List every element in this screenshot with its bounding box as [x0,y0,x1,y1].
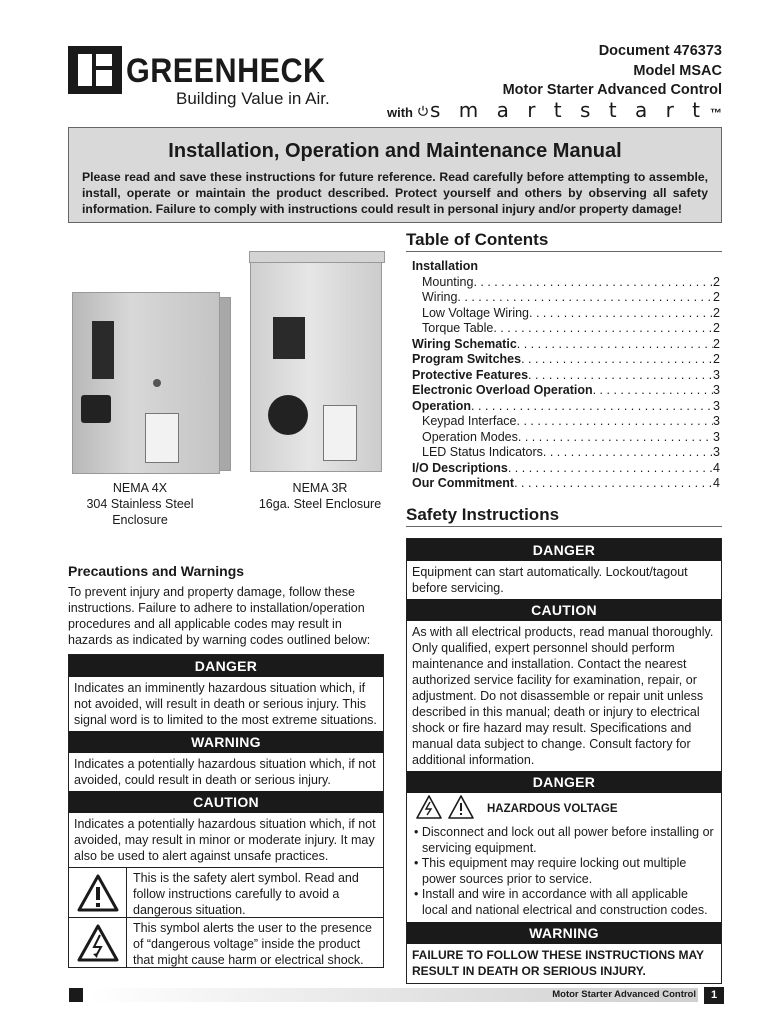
warning-header: WARNING [69,731,383,753]
toc-entry[interactable] [412,337,720,353]
list-item: • Disconnect and lock out all power before installing or servicing equipment. [414,825,714,855]
toc-label: Our Commitment [412,476,515,490]
toc-page: 2 [713,274,720,289]
caption-line: 16ga. Steel Enclosure [258,497,382,511]
toc-page: 4 [713,476,720,490]
toc-entry[interactable] [412,383,720,399]
manual-banner [68,127,722,223]
smart-start-logo: s m a r t s t a r t [429,97,706,122]
caution-text: As with all electrical products, read manual thoroughly. Only qualified, expert personnel should perform maintenance and installation. Contact the nearest authorized service facility for examination, repair, or adjustment. Do not disassemble or repair unit unless described in this manual; death or injury to electrical shock or fire hazard may result. Specifications and manual data subject to change. Consult factory for additional information. [412,625,714,767]
toc-entry[interactable] [412,414,720,430]
caution-header: CAUTION [69,791,383,813]
document-number: Document 476373 [598,43,722,59]
toc-label: LED Status Indicators [422,445,543,459]
warning-triangle-icon [69,868,127,917]
model-number: Model MSAC [633,62,722,79]
brand-name: GREENHECK [126,52,326,90]
toc-page: 3 [713,429,720,444]
toc-label: Electronic Overload Operation [412,383,593,397]
caption-line: NEMA 3R [292,481,348,495]
safety-instructions-box [406,538,722,984]
bullet-text: Install and wire in accordance with all applicable local and national electrical and construction codes. [421,887,708,917]
greenheck-logo-icon [68,46,122,94]
toc-installation-heading: Installation [412,259,478,273]
toc-entry[interactable] [412,476,720,492]
toc-heading: Table of Contents [406,230,549,249]
nema-4x-caption [80,480,200,528]
brand-tagline: Building Value in Air. [176,89,330,108]
page-number: 1 [704,987,724,1004]
caution-header: CAUTION [407,599,721,621]
hazardous-voltage-row [407,793,721,825]
danger-header: DANGER [407,771,721,793]
greenheck-logo-icon [69,988,83,1002]
danger-text: Indicates an imminently hazardous situation which, if not avoided, will result in death or serious injury. This signal word is to limited to the most extreme situations. [74,681,377,727]
high-voltage-icon [415,794,443,825]
toc-entry[interactable] [412,445,720,461]
hazardous-voltage-title: HAZARDOUS VOLTAGE [487,803,618,815]
toc-page: 2 [713,290,720,304]
dangerous-voltage-row [69,917,383,967]
toc-page: 2 [713,352,720,366]
hazard-definitions-box [68,654,384,968]
lockout-text: Equipment can start automatically. Lockout/tagout before servicing. [412,565,688,595]
product-name: Motor Starter Advanced Control [502,82,722,98]
danger-header: DANGER [69,655,383,677]
toc-label: Keypad Interface [422,414,517,428]
warning-text: Indicates a potentially hazardous situation which, if not avoided, could result in death or serious injury. [74,757,376,787]
warning-header: WARNING [407,922,721,944]
high-voltage-icon [69,918,127,967]
toc-page: 3 [713,414,720,428]
toc-label: Low Voltage Wiring [422,305,530,320]
toc-label: I/O Descriptions [412,460,508,475]
toc-entry[interactable] [412,290,720,306]
voltage-bullets [407,825,721,922]
toc-entry[interactable] [412,306,720,322]
list-item: • This equipment may require locking out multiple power sources prior to service. [414,856,687,886]
toc-entry[interactable] [412,461,720,477]
table-of-contents [412,259,720,492]
footer-title: Motor Starter Advanced Control [552,989,696,1000]
toc-page: 3 [713,398,720,413]
toc-label: Wiring [422,290,458,304]
caption-line: 304 Stainless Steel [86,497,194,511]
toc-label: Mounting [422,274,474,289]
toc-entry[interactable] [412,368,720,384]
toc-page: 4 [713,460,720,475]
danger-header: DANGER [407,539,721,561]
document-info [387,42,722,123]
smart-start-line [386,97,722,124]
safety-alert-row [69,867,383,917]
warning-triangle-icon [447,794,475,825]
safety-alert-text: This is the safety alert symbol. Read and follow instructions carefully to avoid a dangerous situation. [133,871,359,917]
nema-3r-caption [255,480,385,512]
precautions-intro: To prevent injury and property damage, follow these instructions. Failure to adhere to installation/operation procedures and all applicable codes may result in hazards as indicated by warning codes outlined below: [68,585,371,647]
toc-page: 2 [713,305,720,320]
toc-page: 3 [713,367,720,382]
nema-4x-enclosure-image [72,292,220,474]
toc-entry[interactable] [412,321,720,337]
caption-line: NEMA 4X [112,481,168,495]
safety-heading: Safety Instructions [406,505,560,524]
toc-page: 2 [713,336,720,351]
toc-page: 3 [713,383,720,397]
toc-entry[interactable] [412,399,720,415]
dangerous-voltage-text: This symbol alerts the user to the presence of “dangerous voltage” inside the product that might cause harm or electrical shock. [133,921,373,967]
toc-label: Wiring Schematic [412,336,517,351]
with-label: with [386,104,413,120]
caption-line: Enclosure [112,513,168,527]
power-icon [417,104,429,124]
manual-notice: Please read and save these instructions for future reference. Read carefully before attempting to assemble, install, operate or maintain the product described. Protect yourself and others by observing all safety information. Failure to comply with instructions could result in personal injury and/or property damage! [82,170,708,216]
nema-3r-enclosure-image [250,256,382,472]
toc-entry[interactable] [412,352,720,368]
safety-divider [406,526,722,527]
precautions-heading: Precautions and Warnings [68,563,245,579]
toc-entry[interactable] [412,275,720,291]
trademark: ™ [710,105,722,120]
toc-label: Operation [412,398,472,413]
registered-mark: ® [117,88,122,94]
toc-page: 2 [713,321,720,335]
toc-divider [406,251,722,252]
toc-label: Torque Table [422,321,494,335]
list-item: • Install and wire in accordance with all applicable local and national electrical and construction codes. [414,887,708,917]
toc-label: Operation Modes [422,429,518,444]
toc-entry[interactable] [412,430,720,446]
bullet-text: Disconnect and lock out all power before installing or servicing equipment. [421,825,714,855]
caution-text: Indicates a potentially hazardous situation which, if not avoided, may result in minor or moderate injury. It may also be used to alert against unsafe practices. [74,817,376,863]
warning-text: FAILURE TO FOLLOW THESE INSTRUCTIONS MAY RESULT IN DEATH OR SERIOUS INJURY. [412,948,704,978]
toc-page: 3 [713,445,720,459]
toc-label: Program Switches [412,352,522,366]
bullet-text: This equipment may require locking out multiple power sources prior to service. [421,856,687,886]
manual-title: Installation, Operation and Maintenance Manual [168,140,622,162]
toc-label: Protective Features [412,367,529,382]
